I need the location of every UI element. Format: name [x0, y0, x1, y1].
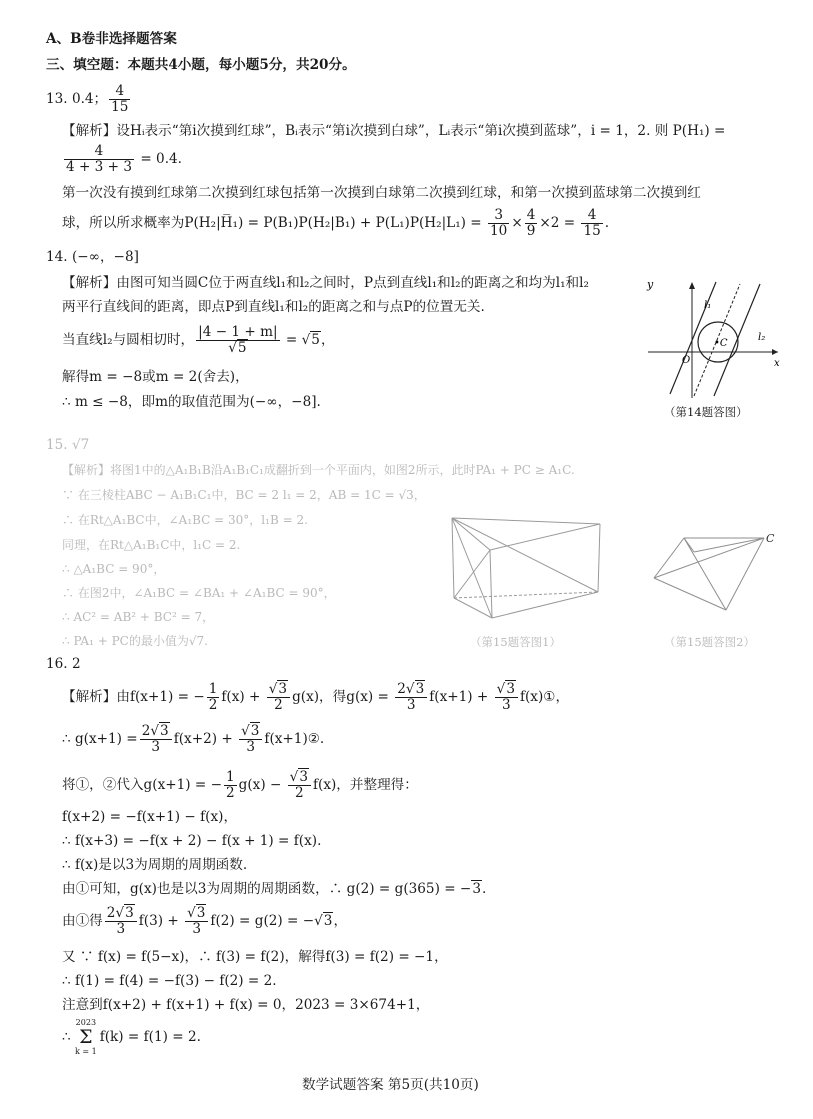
- origin-label: O: [682, 355, 691, 366]
- q16-analysis-line10: ∴ f(1) = f(4) = −f(3) − f(2) = 2.: [62, 973, 277, 989]
- q16-analysis-line2: ∴ g(x+1) = $\frac{2√3}{3}$ f(x+2) + $\frac{√3}{3}$ f(x+1)②.: [62, 723, 325, 755]
- q16-analysis-line3: 将①，②代入g(x+1) = − $\frac{1}{2}$ g(x) − $\frac{√3}{2}$ f(x)，并整理得：: [62, 769, 418, 801]
- q16-analysis-line11: 注意到f(x+2) + f(x+1) + f(x) = 0，2023 = 3×674+1，: [62, 997, 430, 1013]
- q14-analysis-line5: ∴ m ≤ −8，即m的取值范围为(−∞，−8].: [62, 394, 321, 410]
- q15-line-5: ∴ △A₁BC = 90°，: [62, 562, 166, 576]
- q15-line-4: 同理，在Rt△A₁B₁C中，l₁C = 2.: [62, 538, 241, 552]
- q16-analysis-line6: ∴ f(x)是以3为周期的周期函数.: [62, 857, 248, 873]
- q14-figure-caption: （第14题答图）: [664, 405, 748, 419]
- summation-symbol: 2023 Σ k = 1: [74, 1018, 97, 1056]
- answer-title: A、B卷非选择题答案: [46, 31, 177, 47]
- q15-line-7: ∴ AC² = AB² + BC² = 7，: [62, 610, 215, 624]
- y-axis-arrow: [689, 282, 695, 289]
- q15-line-8: ∴ PA₁ + PC的最小值为√7.: [62, 634, 208, 648]
- page-footer: 数学试题答案 第5页(共10页): [302, 1077, 479, 1093]
- q14-analysis-line3: 当直线l₂与圆相切时， $\frac{|4 - 1 + m|}{√5}$ = √5，: [62, 324, 335, 356]
- q15-figure-1: [440, 510, 620, 628]
- q15-line-2: ∵ 在三棱柱ABC − A₁B₁C₁中，BC = 2 l₁ = 2，AB = 1C = √3，: [62, 488, 426, 502]
- l1-label: l₁: [704, 300, 712, 311]
- q13-analysis-line3: 第一次没有摸到红球第二次摸到红球包括第一次摸到白球第二次摸到红球，和第一次摸到蓝球第二次摸到红: [62, 185, 701, 201]
- q15-line-3: ∴ 在Rt△A₁BC中，∠A₁BC = 30°，l₁B = 2.: [62, 513, 308, 527]
- q16-answer: 16. 2: [46, 656, 81, 672]
- q15-answer: 15. √7: [46, 437, 90, 453]
- q16-analysis-line12: ∴ 2023 Σ k = 1 f(k) = f(1) = 2.: [62, 1018, 201, 1056]
- center-label: •C: [714, 338, 728, 349]
- q16-analysis-line5: ∴ f(x+3) = −f(x + 2) − f(x + 1) = f(x).: [62, 833, 322, 849]
- q15-line-1: 【解析】将图1中的△A₁B₁B沿A₁B₁C₁成翻折到一个平面内，如图2所示，此时PA₁ + PC ≥ A₁C.: [62, 463, 575, 477]
- q16-analysis-line8: 由①得 $\frac{2√3}{3}$ f(3) + $\frac{√3}{3}$ f(2) = g(2) = −√3，: [62, 905, 348, 937]
- q13-analysis-line4: 球，所以所求概率为P(H₂|H̅₁) = P(B₁)P(H₂|B₁) + P(L₁)P(H₂|L₁) = $\frac{3}{10}$ × $\frac{4}{9}$ ×2 = $\frac{4}{15}$ .: [62, 207, 610, 239]
- q13-answer: 13. 0.4； $\frac{4}{15}$: [46, 83, 129, 115]
- q16-analysis-line1: 【解析】由f(x+1) = − $\frac{1}{2}$ f(x) + $\frac{√3}{2}$ g(x)，得g(x) = $\frac{2√3}{3}$ f(x+1) + $\frac{√3}{3}$ f(x)①，: [62, 681, 570, 713]
- x-axis-arrow: [772, 349, 778, 355]
- x-label: x: [774, 358, 780, 369]
- y-label: y: [647, 278, 654, 291]
- q14-analysis-line1: 【解析】由图可知当圆C位于两直线l₁和l₂之间时，P点到直线l₁和l₂的距离之和均为l₁和l₂: [62, 275, 589, 291]
- q13-analysis-line1: 【解析】设Hᵢ表示“第i次摸到红球”，Bᵢ表示“第i次摸到白球”，Lᵢ表示“第i次摸到蓝球”，i = 1，2. 则 P(H₁) =: [62, 123, 726, 139]
- point-c-label: C: [766, 532, 775, 545]
- q15-figure-2-caption: （第15题答图2）: [664, 635, 755, 649]
- q15-figure-1-caption: （第15题答图1）: [470, 635, 561, 649]
- q14-answer: 14. (−∞，−8]: [46, 249, 139, 265]
- q14-analysis-line2: 两平行直线间的距离，即点P到直线l₁和l₂的距离之和与点P的位置无关.: [62, 299, 485, 315]
- q15-line-6: ∴ 在图2中，∠A₁BC = ∠BA₁ + ∠A₁BC = 90°，: [62, 586, 336, 600]
- q14-figure: [644, 278, 784, 402]
- q16-analysis-line9: 又 ∵ f(x) = f(5−x)，∴ f(3) = f(2)，解得f(3) = f(2) = −1，: [62, 949, 448, 965]
- section-heading: 三、填空题：本题共4小题，每小题5分，共20分。: [46, 57, 356, 73]
- q16-analysis-line4: f(x+2) = −f(x+1) − f(x)，: [62, 809, 238, 825]
- q16-analysis-line7: 由①可知，g(x)也是以3为周期的周期函数，∴ g(2) = g(365) = −3.: [62, 881, 487, 897]
- q13-analysis-line2: $\frac{4}{4 + 3 + 3}$ = 0.4.: [66, 143, 182, 175]
- line-l1: [670, 282, 716, 394]
- l2-label: l₂: [758, 332, 766, 343]
- q14-analysis-line4: 解得m = −8或m = 2(舍去)，: [62, 369, 249, 385]
- q15-figure-2: [644, 522, 784, 626]
